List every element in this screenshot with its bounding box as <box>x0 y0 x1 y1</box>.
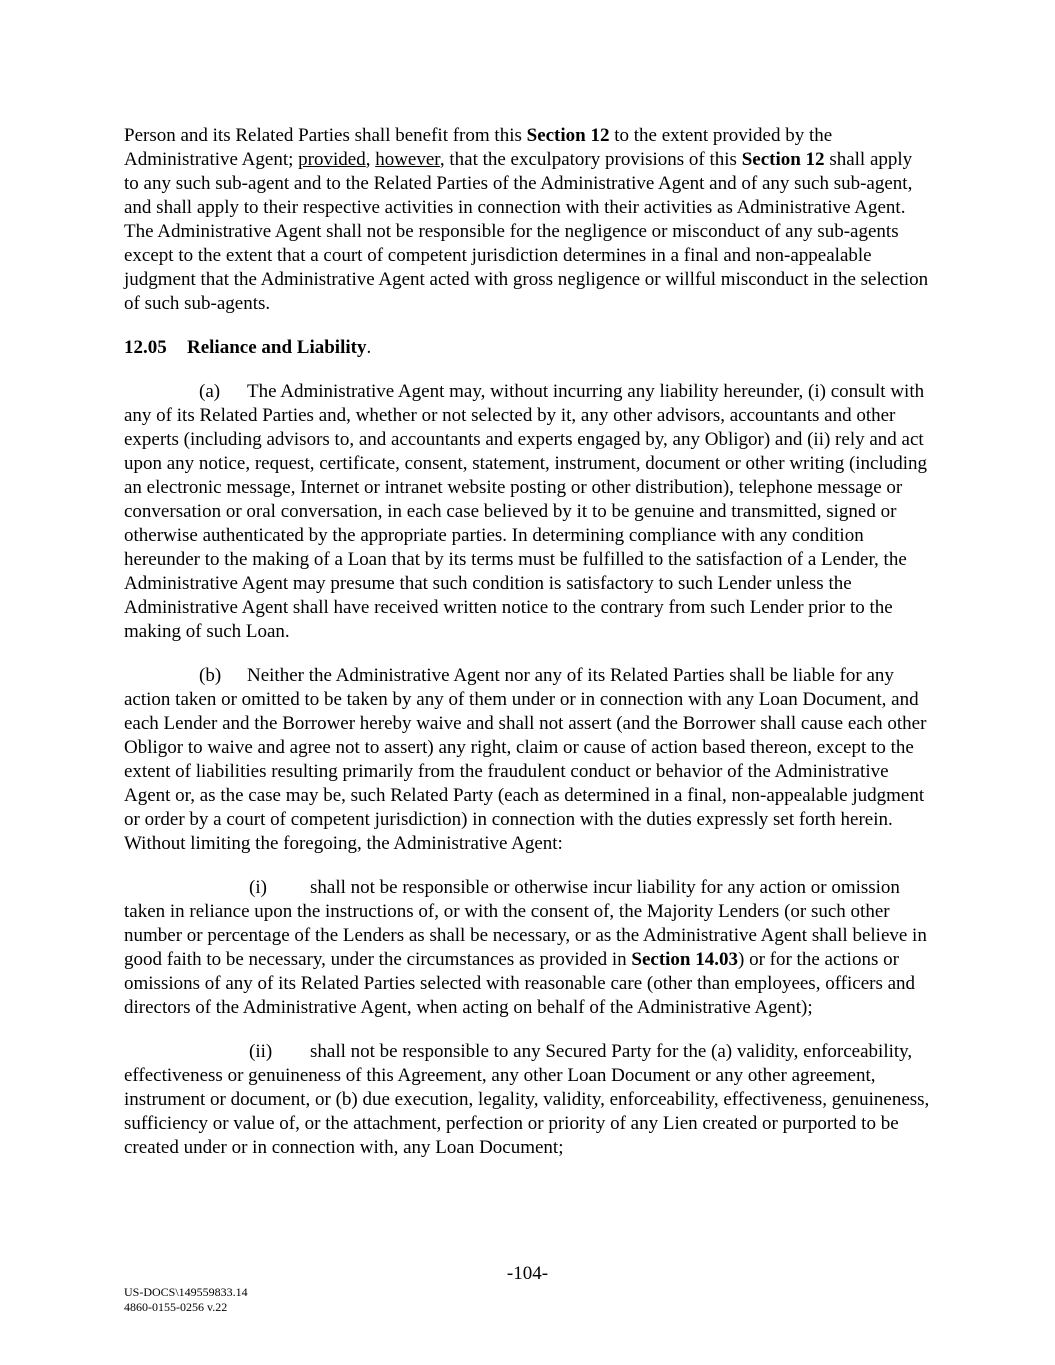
document-footer <box>124 1285 248 1315</box>
paragraph-label: (i) <box>249 877 267 898</box>
section-number: 12.05 <box>124 337 167 358</box>
footer-doc-id: US-DOCS\149559833.14 <box>124 1285 248 1299</box>
paragraph-label: (b) <box>199 665 222 686</box>
section-ref: Section 14.03 <box>631 949 738 970</box>
paragraph-a: (a) The Administrative Agent may, without incurring any liability hereunder, (i) consult with any of its Related Parties and, whether or not selected by it, any other advisors, accountants and other experts (including advisors to, and accountants and experts engaged by, any Obligor) and (ii) rely and act upon any notice, request, certificate, consent, statement, instrument, document or other writing (including an electronic message, Internet or intranet website posting or other distribution), telephone message or conversation or oral conversation, in each case believed by it to be genuine and transmitted, signed or otherwise authenticated by the appropriate parties. In determining compliance with any condition hereunder to the making of a Loan that by its terms must be fulfilled to the satisfaction of a Lender, the Administrative Agent may presume that such condition is satisfactory to such Lender unless the Administrative Agent shall have received written notice to the contrary from such Lender prior to the making of such Loan. <box>124 381 928 642</box>
footer-version: 4860-0155-0256 v.22 <box>124 1300 228 1314</box>
paragraph-ii: (ii) shall not be responsible to any Secured Party for the (a) validity, enforceability, effectiveness or genuineness of this Agreement, any other Loan Document or any other agreement, instrument or document, or (b) due execution, legality, validity, enforceability, effectiveness, genuineness, sufficiency or value of, or the attachment, perfection or priority of any Lien created or purported to be created under or in connection with, any Loan Document; <box>124 1041 930 1158</box>
section-ref: Section 12 <box>526 125 610 146</box>
provided-term: provided <box>298 149 366 170</box>
paragraph-label: (a) <box>199 381 221 402</box>
paragraph-i: (i) shall not be responsible or otherwise incur liability for any action or omission taken in reliance upon the instructions of, or with the consent of, the Majority Lenders (or such other number or percentage of the Lenders as shall be necessary, or as the Administrative Agent shall believe in good faith to be necessary, under the circumstances as provided in Section 14.03) or for the actions or omissions of any of its Related Parties selected with reasonable care (other than employees, officers and directors of the Administrative Agent, when acting on behalf of the Administrative Agent); <box>124 877 927 1018</box>
section-heading: 12.05 Reliance and Liability. <box>124 337 372 358</box>
intro-paragraph: Person and its Related Parties shall benefit from this Section 12 to the extent provided by the Administrative Agent; provided, however, that the exculpatory provisions of this Section 12 shall apply to any such sub-agent and to the Related Parties of the Administrative Agent and of any such sub-agent, and shall apply to their respective activities in connection with their activities as Administrative Agent. The Administrative Agent shall not be responsible for the negligence or misconduct of any sub-agents except to the extent that a court of competent jurisdiction determines in a final and non-appealable judgment that the Administrative Agent acted with gross negligence or willful misconduct in the selection of such sub-agents. <box>124 125 929 314</box>
paragraph-b: (b) Neither the Administrative Agent nor any of its Related Parties shall be liable for any action taken or omitted to be taken by any of them under or in connection with any Loan Document, and each Lender and the Borrower hereby waive and shall not assert (and the Borrower shall cause each other Obligor to waive and agree not to assert) any right, claim or cause of action based thereon, except to the extent of liabilities resulting primarily from the fraudulent conduct or behavior of the Administrative Agent or, as the case may be, such Related Party (each as determined in a final, non-appealable judgment or order by a court of competent jurisdiction) in connection with the duties expressly set forth herein. Without limiting the foregoing, the Administrative Agent: <box>124 665 927 854</box>
page-number: -104- <box>506 1263 549 1284</box>
section-ref: Section 12 <box>741 149 825 170</box>
paragraph-label: (ii) <box>249 1041 273 1062</box>
however-term: however <box>375 149 440 170</box>
document-body <box>124 124 930 1180</box>
section-title: Reliance and Liability <box>187 337 367 358</box>
